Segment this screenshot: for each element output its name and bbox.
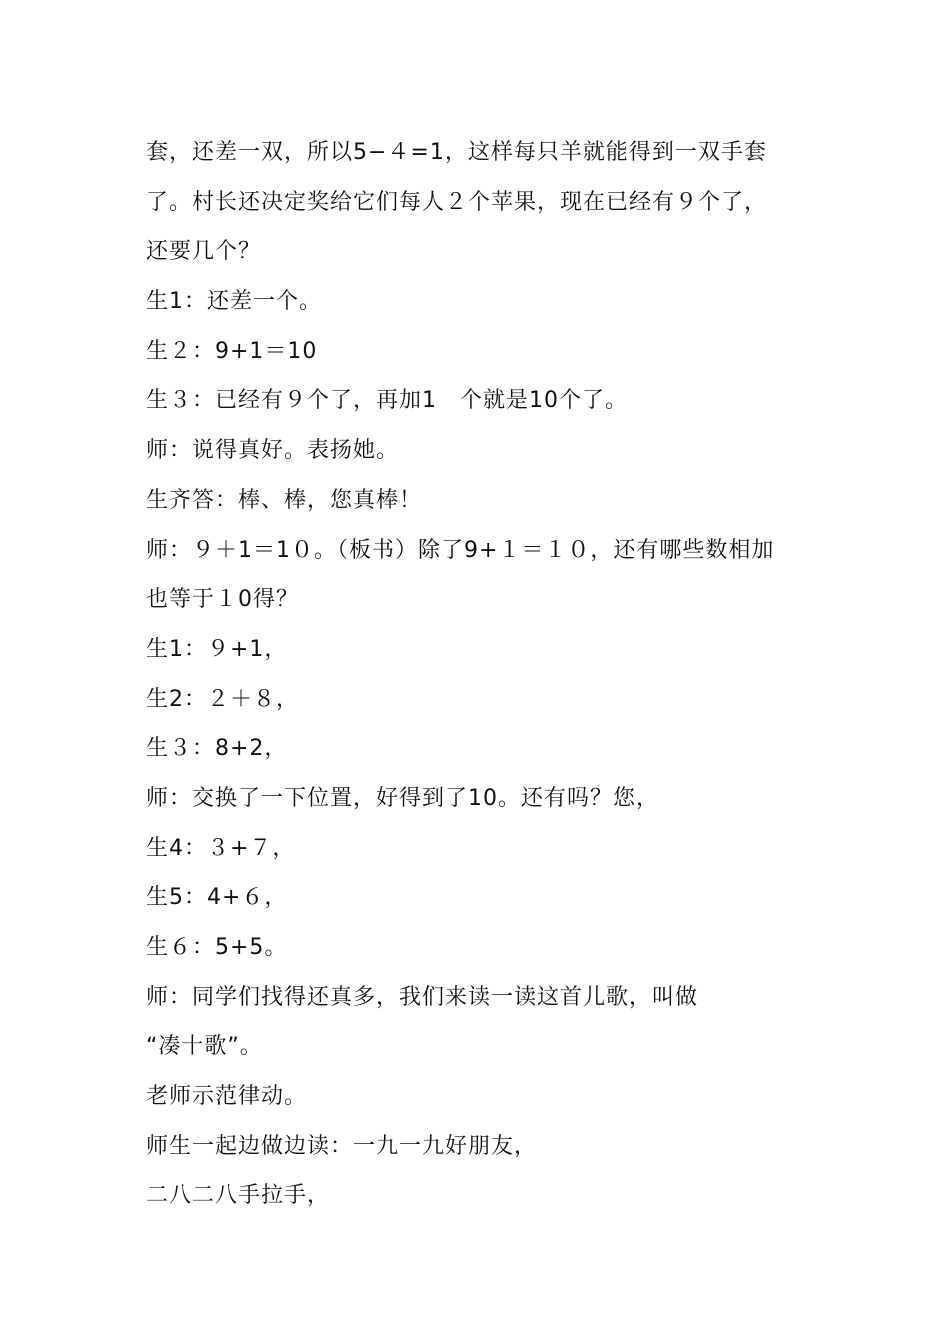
text-line: 生６：5+5。 [146,935,288,960]
text-line: 师：９＋1＝1０。（板书）除了9+１＝１０，还有哪些数相加 [146,537,775,563]
text-line: “凑十歌”。 [146,1034,263,1060]
text-line: 生1：还差一个。 [146,289,322,315]
text-line: 套，还差一双，所以5−４=1，这样每只羊就能得到一双手套 [146,140,767,165]
text-line: 师：交换了一下位置，好得到了10。还有吗？您， [146,785,659,811]
text-line: 师生一起边做边读：一九一九好朋友， [146,1133,538,1159]
text-line: 生２：9+1＝10 [146,338,318,364]
text-line: 生３：已经有９个了，再加1 个就是10个了。 [146,388,628,414]
text-line: 了。村长还决定奖给它们每人２个苹果，现在已经有９个了， [146,189,768,215]
text-line: 二八二八手拉手， [146,1183,331,1209]
text-line: 生３：8+2， [146,736,288,762]
text-line: 还要几个？ [146,239,262,265]
text-line: 生1：９+1， [146,636,288,662]
text-line: 生4：３+７， [146,835,296,861]
text-line: 师：说得真好。表扬她。 [146,438,400,464]
text-line: 老师示范律动。 [146,1084,308,1110]
text-line: 也等于１0得？ [146,587,299,613]
text-line: 生2：２＋８， [146,686,299,712]
text-line: 生齐答：棒、棒，您真棒！ [146,487,423,513]
text-line: 生5：4+６， [146,885,288,911]
text-line: 师：同学们找得还真多，我们来读一读这首儿歌，叫做 [146,984,699,1010]
document-body [146,128,826,1221]
